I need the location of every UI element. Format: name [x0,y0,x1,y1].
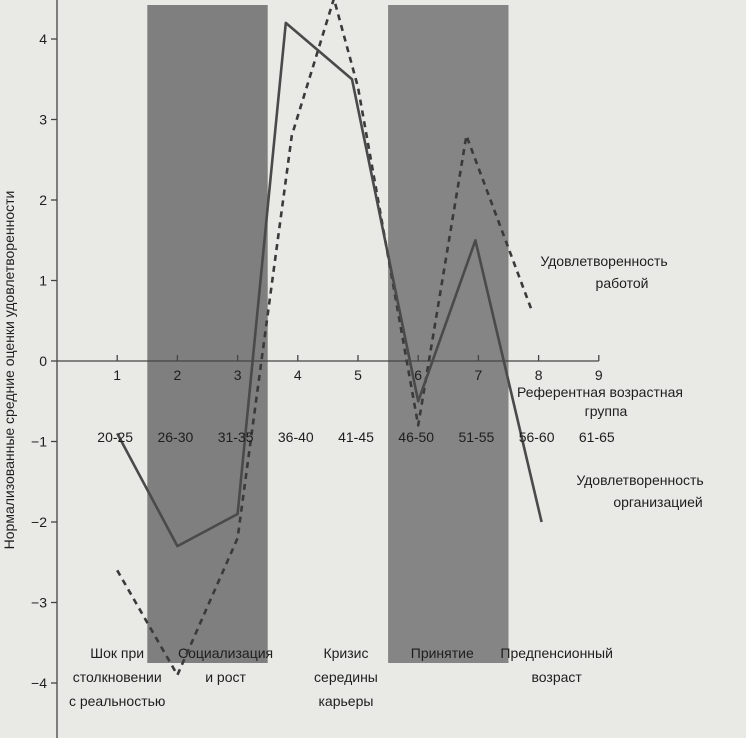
x-tick-label-1: 1 [113,367,122,383]
x-tick-label-9: 9 [594,367,603,383]
age-group-label-7: 51-55 [458,429,495,445]
y-tick-label-9: −3 [31,594,47,611]
y-tick-label-6: 0 [39,353,47,369]
y-tick-label-2: 4 [39,31,47,47]
x-tick-label-2: 2 [173,367,182,383]
y-tick-label-5: 1 [39,272,47,289]
y-tick-label-10: −4 [31,675,47,691]
y-tick-label-8: −2 [31,514,47,530]
x-tick-label-8: 8 [534,367,543,383]
series-label-1: Удовлетворенность работой [540,253,668,291]
age-group-label-5: 41-45 [338,429,374,445]
stage-label-3: Кризис середины карьеры [314,645,378,709]
age-group-label-8: 56-60 [518,429,555,445]
stage-label-4: Принятие [410,645,474,661]
axes [31,0,603,738]
x-tick-label-3: 3 [233,367,242,383]
stage-label-5: Предпенсионный возраст [500,645,613,685]
x-axis-caption-part2: группа [584,403,628,419]
age-group-label-2: 26-30 [157,429,194,445]
age-group-label-4: 36-40 [277,429,314,445]
age-group-label-1: 20-25 [97,429,134,445]
y-tick-label-3: 3 [39,111,47,128]
x-tick-label-6: 6 [414,367,423,383]
shaded-bands [147,5,508,663]
stage-label-2: Социализация и рост [177,645,274,685]
age-group-label-9: 61-65 [578,429,615,445]
series-label-2: Удовлетворенность организацией [576,472,704,510]
x-tick-label-5: 5 [354,367,362,383]
age-group-label-3: 31-35 [217,429,254,445]
y-tick-label-7: −1 [31,433,47,450]
shaded-band-1 [147,5,267,663]
y-tick-label-4: 2 [39,192,47,208]
age-group-label-6: 46-50 [398,429,435,445]
x-tick-label-4: 4 [293,367,302,383]
shaded-band-2 [388,5,508,663]
x-tick-label-7: 7 [474,367,483,383]
stage-label-1: Шок при столкновении с реальностью [68,645,166,709]
x-axis-caption: Референтная возрастная [517,384,683,400]
y-axis-label: Нормализованные средние оценки удовлетворенности [1,190,17,550]
